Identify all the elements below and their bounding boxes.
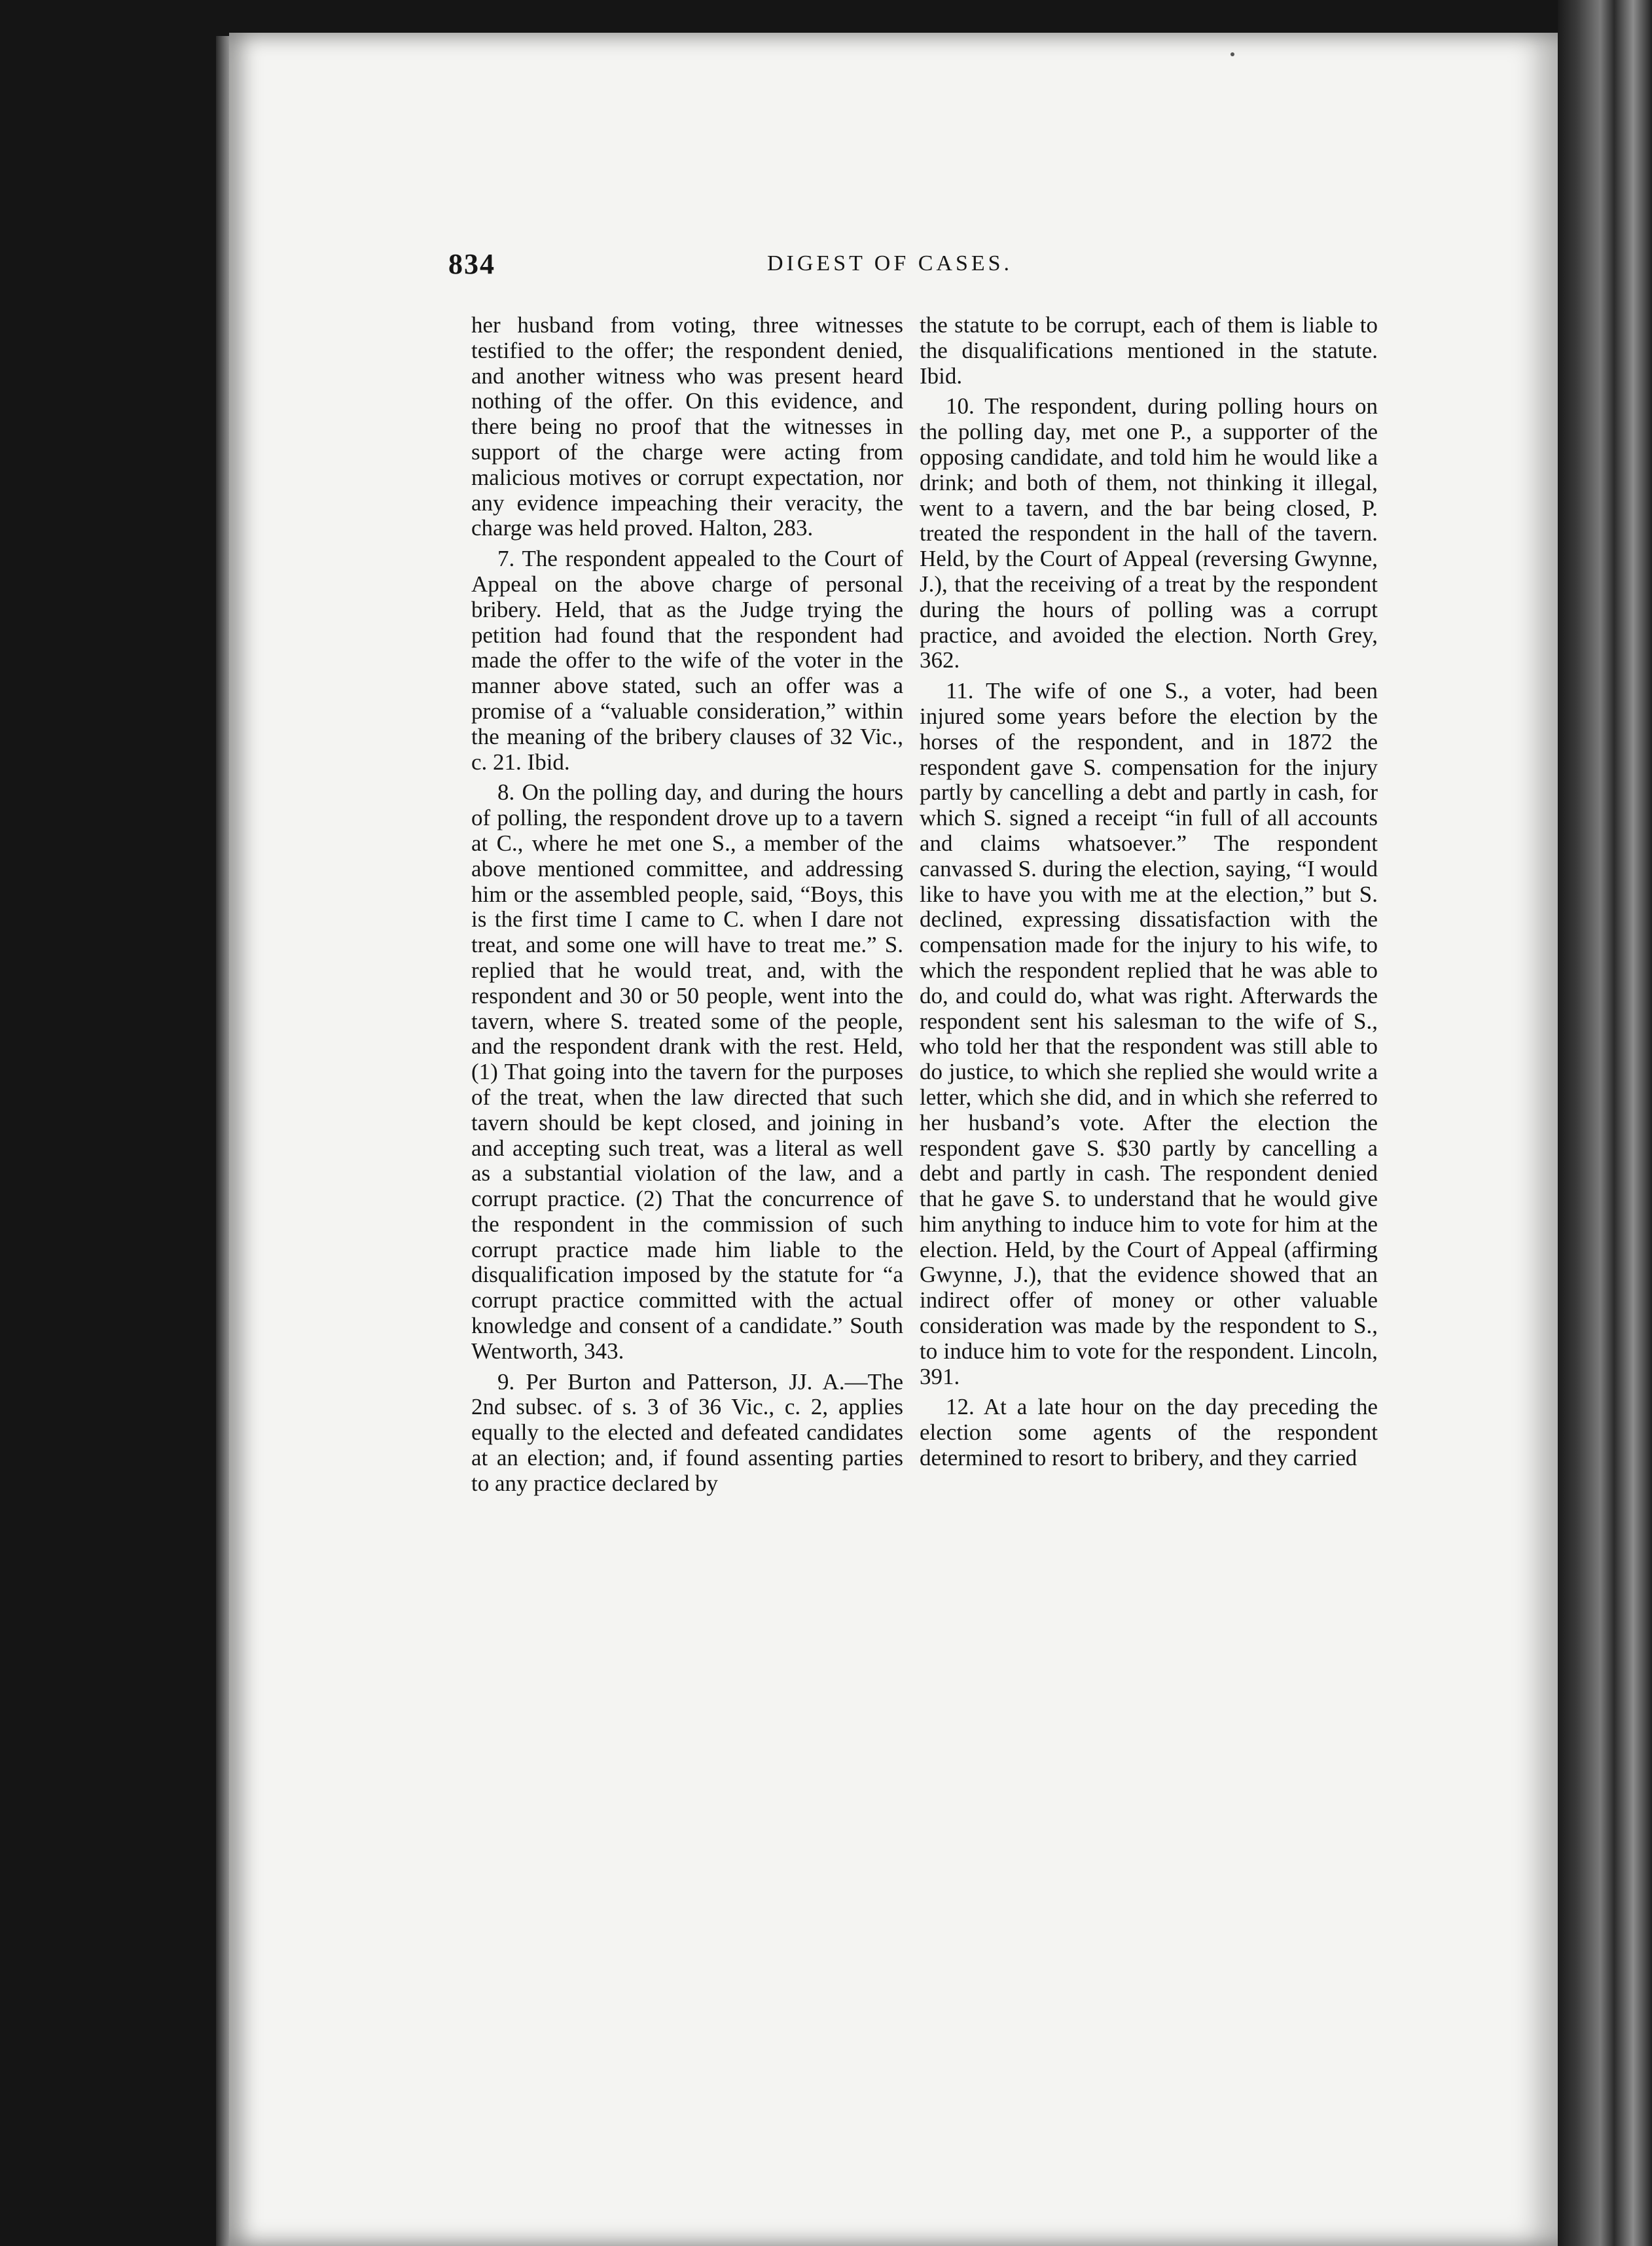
paragraph-9-continued: the statute to be corrupt, each of them is liable to the disqualifications mentioned in the statute. Ibid. xyxy=(920,312,1378,389)
book-gutter xyxy=(1558,0,1652,2246)
page-left-edge xyxy=(216,36,230,2246)
page-number: 834 xyxy=(448,248,495,280)
left-column xyxy=(471,313,903,1497)
scan-speck xyxy=(1230,52,1234,56)
right-column xyxy=(920,313,1378,1471)
paragraph-8: 8. On the polling day, and during the hours of polling, the respondent drove up to a tavern at C., where he met one S., a member of the above mentioned committee, and addressing him or the assembled people, said, “Boys, this is the first time I came to C. when I dare not treat, and some one will have to treat me.” S. replied that he would treat, and, with the respondent and 30 or 50 people, went into the tavern, where S. treated some of the people, and the respondent drank with the rest. Held, (1) That going into the tavern for the purposes of the treat, when the law directed that such tavern should be kept closed, and joining in and accepting such treat, was a literal as well as a substantial violation of the law, and a corrupt practice. (2) That the concurrence of the respondent in the commission of such corrupt practice made him liable to the disqualification imposed by the statute for “a corrupt practice committed with the actual knowledge and consent of a candidate.” South Wentworth, 343. xyxy=(471,779,903,1364)
paragraph-9: 9. Per Burton and Patterson, JJ. A.—The 2nd subsec. of s. 3 of 36 Vic., c. 2, applies equally to the elected and defeated candidates at an election; and, if found assenting parties to any practice declared by xyxy=(471,1368,903,1496)
paragraph-11: 11. The wife of one S., a voter, had been injured some years before the election by the horses of the respondent, and in 1872 the respondent gave S. compensation for the injury partly by cancelling a debt and partly in cash, for which S. signed a receipt “in full of all accounts and claims whatsoever.” The respondent canvassed S. during the election, saying, “I would like to have you with me at the election,” but S. declined, expressing dissatisfaction with the compensation made for the injury to his wife, to which the respondent replied that he was able to do, and could do, what was right. Afterwards the respondent sent his salesman to the wife of S., who told her that the respondent was still able to do justice, to which she replied she would write a letter, which she did, and in which she referred to her husband’s vote. After the election the respondent gave S. $30 partly by cancelling a debt and partly in cash. The respondent denied that he gave S. to understand that he would give him anything to induce him to vote for him at the election. Held, by the Court of Appeal (affirming Gwynne, J.), that the evidence showed that an indirect offer of money or other valuable consideration was made by the respondent to S., to induce him to vote for the respondent. Lincoln, 391. xyxy=(920,678,1378,1389)
paragraph-10: 10. The respondent, during polling hours on the polling day, met one P., a supporter of the opposing candidate, and told him he would like a drink; and both of them, not thinking it illegal, went to a tavern, and the bar being closed, P. treated the respondent in the hall of the tavern. Held, by the Court of Appeal (reversing Gwynne, J.), that the receiving of a treat by the respondent during the hours of polling was a corrupt practice, and avoided the election. North Grey, 362. xyxy=(920,393,1378,673)
paragraph-12: 12. At a late hour on the day preceding the election some agents of the respondent determined to resort to bribery, and they carried xyxy=(920,1394,1378,1471)
running-head: DIGEST OF CASES. xyxy=(767,251,1013,276)
paragraph-6-continued: her husband from voting, three witnesses testified to the offer; the respondent denied, and another witness who was present heard nothing of the offer. On this evidence, and there being no proof that the witnesses in support of the charge were acting from malicious motives or corrupt expectation, nor any evidence impeaching their veracity, the charge was held proved. Halton, 283. xyxy=(471,312,903,541)
paragraph-7: 7. The respondent appealed to the Court of Appeal on the above charge of personal bribery. Held, that as the Judge trying the petition had found that the respondent had made the offer to the wife of the voter in the manner above stated, such an offer was a promise of a “valuable consideration,” within the meaning of the bribery clauses of 32 Vic., c. 21. Ibid. xyxy=(471,546,903,775)
page-header xyxy=(448,247,1391,293)
